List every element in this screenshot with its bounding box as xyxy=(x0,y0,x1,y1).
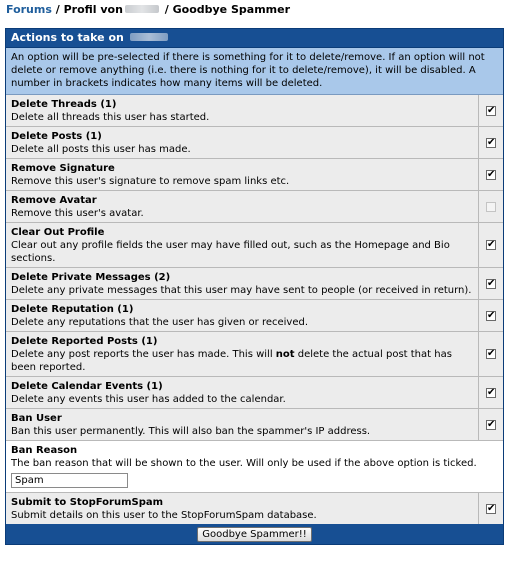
option-title: Ban User xyxy=(11,413,62,424)
option-title: Delete Reputation (1) xyxy=(11,304,134,315)
option-ban-reason xyxy=(6,441,503,493)
panel-header xyxy=(6,29,503,48)
delete-calendar-events-checkbox[interactable]: ✔ xyxy=(487,386,496,398)
option-description: Delete all posts this user has made. xyxy=(11,144,191,155)
panel-intro: An option will be pre-selected if there is something for it to delete/remove. If an option will not delete or remove anything (i.e. there is nothing for it to delete/remove), it will be disabled. A number in brackets indicates how many items will be deleted. xyxy=(6,48,503,95)
breadcrumb-separator: / xyxy=(160,3,173,16)
option-title: Delete Calendar Events (1) xyxy=(11,381,163,392)
option-delete-posts xyxy=(6,127,503,159)
option-delete-threads xyxy=(6,95,503,127)
option-description: Delete all threads this user has started. xyxy=(11,112,210,123)
clear-out-profile-checkbox[interactable]: ✔ xyxy=(487,239,496,250)
option-title: Ban Reason xyxy=(11,445,78,456)
breadcrumb xyxy=(6,3,290,16)
option-description: Delete any post reports the user has made. This will not delete the actual post that has been reported. xyxy=(11,349,452,373)
option-title: Remove Avatar xyxy=(11,195,97,206)
option-remove-avatar xyxy=(6,191,503,223)
breadcrumb-profile-link[interactable]: Profil von xyxy=(63,3,123,16)
option-description: Ban this user permanently. This will also ban the spammer's IP address. xyxy=(11,426,371,437)
option-ban-user xyxy=(6,409,503,441)
option-title: Remove Signature xyxy=(11,163,115,174)
actions-panel xyxy=(5,28,504,545)
breadcrumb-forums-link[interactable]: Forums xyxy=(6,3,52,16)
delete-threads-checkbox[interactable]: ✔ xyxy=(487,104,496,116)
option-description: Delete any private messages that this user may have sent to people (or received in return). xyxy=(11,285,472,296)
option-title: Delete Posts (1) xyxy=(11,131,102,142)
delete-reputation-checkbox[interactable]: ✔ xyxy=(487,309,496,321)
remove-avatar-checkbox[interactable] xyxy=(486,202,496,212)
option-remove-signature xyxy=(6,159,503,191)
option-clear-out-profile xyxy=(6,223,503,268)
option-description: Submit details on this user to the StopForumSpam database. xyxy=(11,510,317,521)
panel-title: Actions to take on xyxy=(11,31,124,44)
option-description: Remove this user's signature to remove spam links etc. xyxy=(11,176,290,187)
ban-user-checkbox[interactable]: ✔ xyxy=(487,418,496,430)
option-submit-stopforumspam xyxy=(6,493,503,524)
remove-signature-checkbox[interactable]: ✔ xyxy=(487,168,496,180)
option-delete-reputation xyxy=(6,300,503,332)
option-description: The ban reason that will be shown to the user. Will only be used if the above option is ticked. xyxy=(11,458,477,469)
stopforumspam-checkbox[interactable]: ✔ xyxy=(487,502,496,514)
goodbye-spammer-button[interactable]: Goodbye Spammer!! xyxy=(197,527,312,542)
panel-footer xyxy=(6,524,503,544)
redacted-username xyxy=(130,33,168,41)
emphasis-not: not xyxy=(275,349,295,360)
option-title: Clear Out Profile xyxy=(11,227,105,238)
option-title: Submit to StopForumSpam xyxy=(11,497,164,508)
breadcrumb-current: Goodbye Spammer xyxy=(172,3,291,16)
option-description: Remove this user's avatar. xyxy=(11,208,144,219)
option-delete-private-messages xyxy=(6,268,503,300)
option-delete-calendar-events xyxy=(6,377,503,409)
option-description: Clear out any profile fields the user may have filled out, such as the Homepage and Bio sections. xyxy=(11,240,450,264)
option-description: Delete any events this user has added to the calendar. xyxy=(11,394,286,405)
option-title: Delete Threads (1) xyxy=(11,99,117,110)
delete-posts-checkbox[interactable]: ✔ xyxy=(487,136,496,148)
option-title: Delete Private Messages (2) xyxy=(11,272,171,283)
breadcrumb-separator: / xyxy=(51,3,64,16)
option-delete-reported-posts xyxy=(6,332,503,377)
delete-private-messages-checkbox[interactable]: ✔ xyxy=(487,277,496,289)
redacted-username xyxy=(125,5,159,13)
ban-reason-input[interactable] xyxy=(11,473,128,488)
delete-reported-posts-checkbox[interactable]: ✔ xyxy=(487,348,496,359)
option-title: Delete Reported Posts (1) xyxy=(11,336,158,347)
option-description: Delete any reputations that the user has given or received. xyxy=(11,317,309,328)
